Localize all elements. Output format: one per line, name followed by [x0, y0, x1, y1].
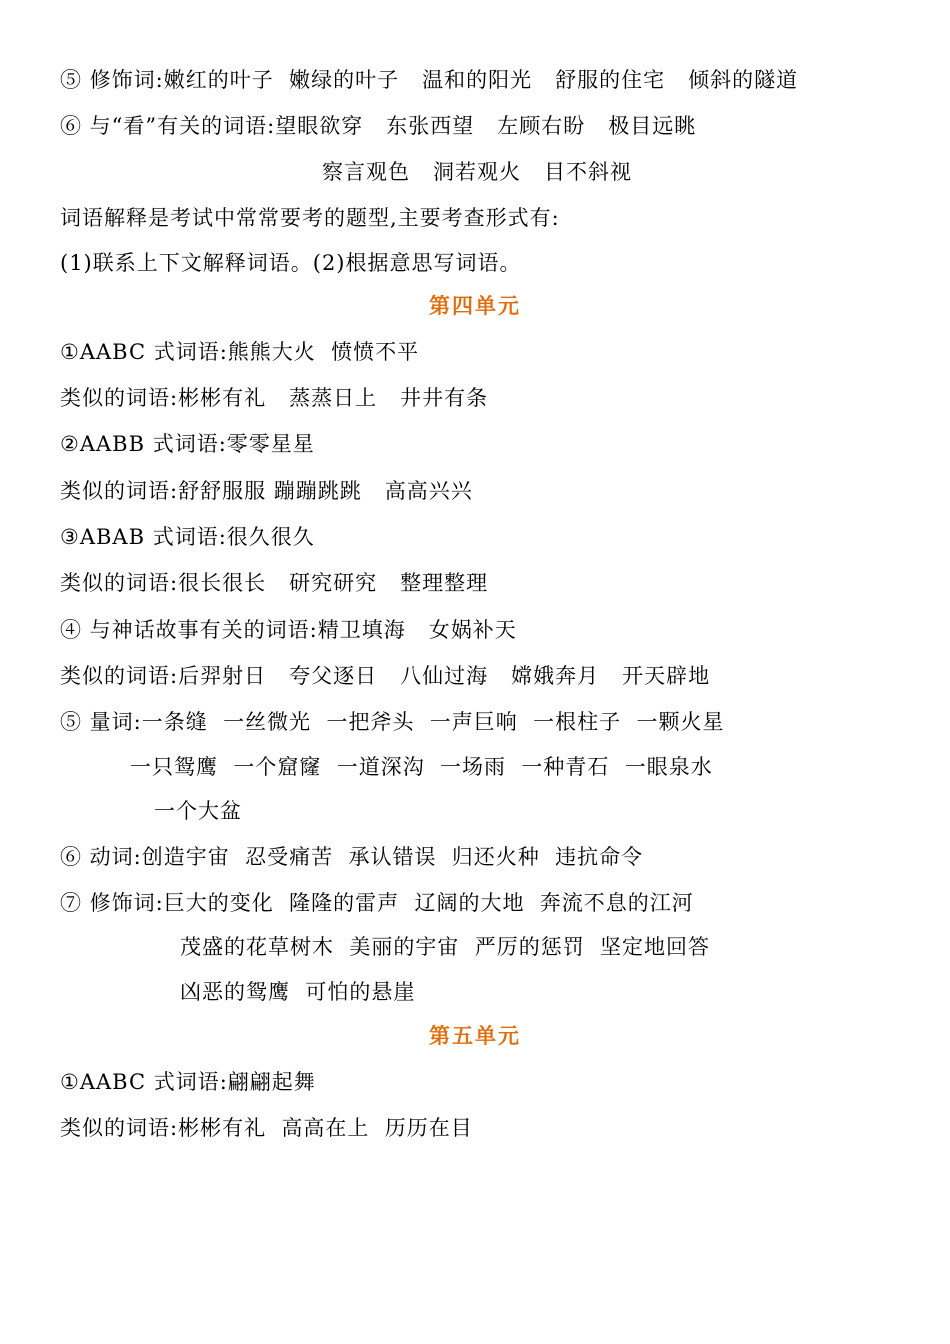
text-line: ⑥ 与“看”有关的词语:望眼欲穿 东张西望 左顾右盼 极目远眺 — [60, 114, 697, 138]
text-line: 察言观色 洞若观火 目不斜视 — [322, 160, 633, 184]
text-line: ⑤ 修饰词:嫩红的叶子 嫩绿的叶子 温和的阳光 舒服的住宅 倾斜的隧道 — [60, 68, 799, 92]
text-line: 类似的词语:后羿射日 夸父逐日 八仙过海 嫦娥奔月 开天辟地 — [60, 664, 711, 688]
text-line: 词语解释是考试中常常要考的题型,主要考查形式有: — [60, 206, 560, 230]
text-line: (1)联系上下文解释词语。(2)根据意思写词语。 — [60, 251, 522, 275]
text-line: ⑥ 动词:创造宇宙 忍受痛苦 承认错误 归还火种 违抗命令 — [60, 845, 644, 869]
text-line: ①AABC 式词语:翩翩起舞 — [60, 1070, 316, 1094]
text-line: ②AABB 式词语:零零星星 — [60, 432, 315, 456]
text-line: 凶恶的鸳鹰 可怕的悬崖 — [180, 980, 416, 1004]
text-line: 茂盛的花草树木 美丽的宇宙 严厉的惩罚 坚定地回答 — [180, 935, 711, 959]
text-line: ⑤ 量词:一条缝 一丝微光 一把斧头 一声巨响 一根柱子 一颗火星 — [60, 710, 725, 734]
text-line: 类似的词语:舒舒服服 蹦蹦跳跳 高高兴兴 — [60, 479, 473, 503]
text-line: 类似的词语:彬彬有礼 蒸蒸日上 井井有条 — [60, 386, 489, 410]
text-line: 一只鸳鹰 一个窟窿 一道深沟 一场雨 一种青石 一眼泉水 — [130, 755, 713, 779]
unit-4-heading: 第四单元 — [429, 294, 521, 318]
text-line: 类似的词语:很长很长 研究研究 整理整理 — [60, 571, 489, 595]
text-line: ⑦ 修饰词:巨大的变化 隆隆的雷声 辽阔的大地 奔流不息的江河 — [60, 891, 694, 915]
text-line: ③ABAB 式词语:很久很久 — [60, 525, 315, 549]
unit-5-heading: 第五单元 — [429, 1024, 521, 1048]
text-line: ①AABC 式词语:熊熊大火 愤愤不平 — [60, 340, 420, 364]
text-line: ④ 与神话故事有关的词语:精卫填海 女娲补天 — [60, 618, 517, 642]
text-line: 类似的词语:彬彬有礼 高高在上 历历在目 — [60, 1116, 473, 1140]
text-line: 一个大盆 — [154, 799, 242, 823]
